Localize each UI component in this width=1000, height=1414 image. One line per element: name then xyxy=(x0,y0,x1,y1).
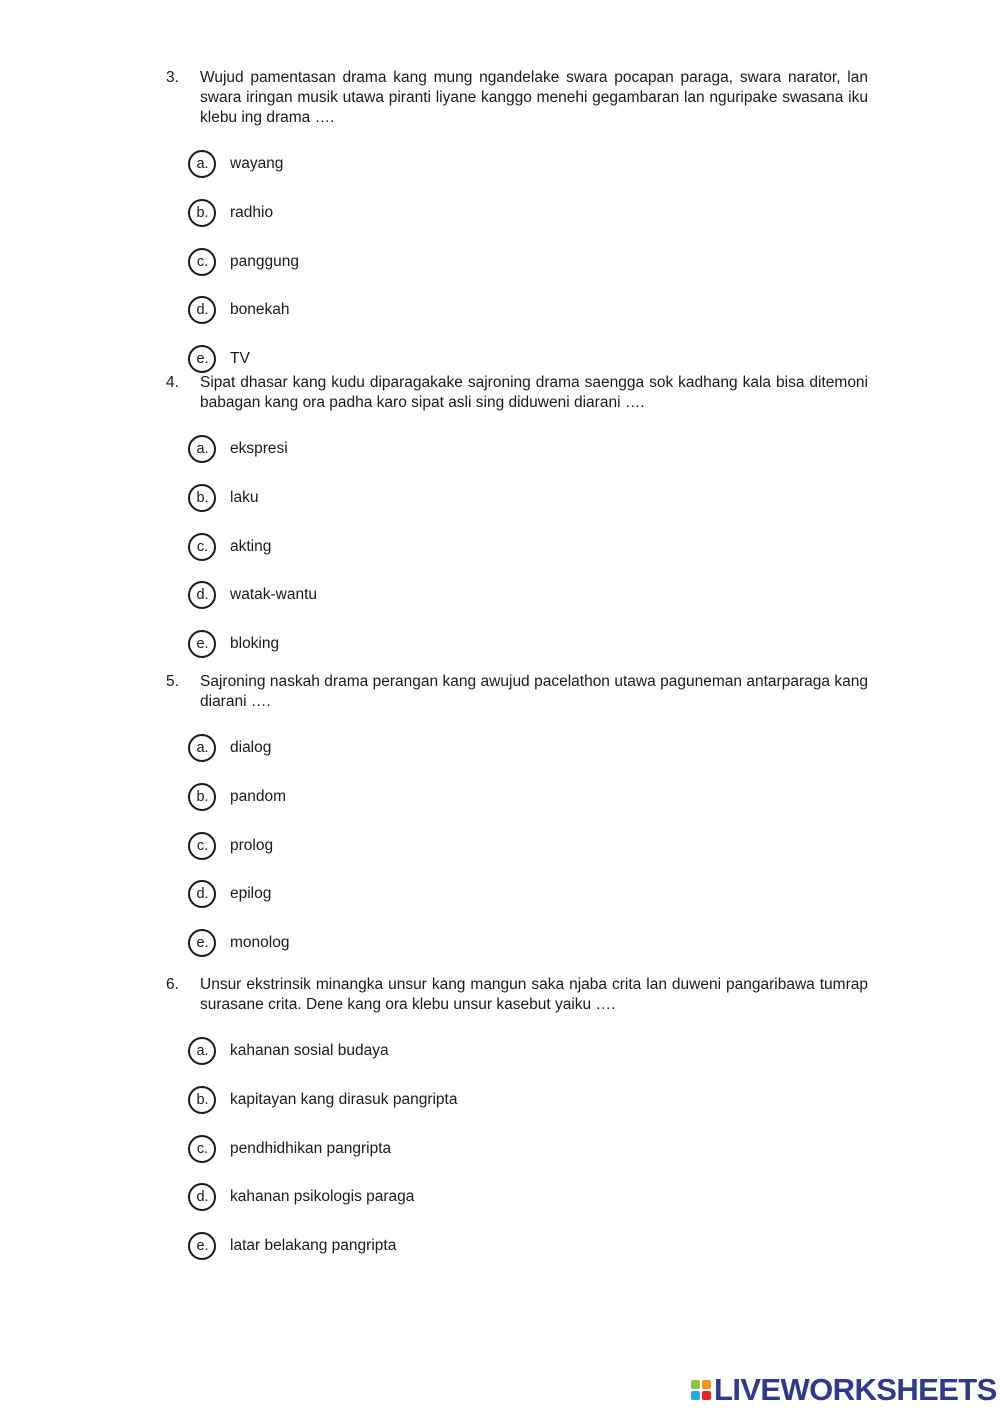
option-circle[interactable]: e. xyxy=(188,345,216,373)
option-circle[interactable]: d. xyxy=(188,1183,216,1211)
options-list xyxy=(188,140,868,383)
question-number: 3. xyxy=(166,69,179,86)
question-number: 5. xyxy=(166,673,179,690)
option-b[interactable] xyxy=(188,1076,868,1125)
liveworksheets-logo-icon xyxy=(691,1380,711,1400)
option-label: wayang xyxy=(230,155,284,173)
option-d[interactable] xyxy=(188,286,868,335)
option-label: panggung xyxy=(230,252,299,270)
question-6 xyxy=(166,975,868,1270)
option-circle[interactable]: d. xyxy=(188,880,216,908)
options-list xyxy=(188,1027,868,1270)
option-circle[interactable]: a. xyxy=(188,1037,216,1065)
option-d[interactable] xyxy=(188,571,868,620)
option-circle[interactable]: b. xyxy=(188,484,216,512)
question-text: Sipat dhasar kang kudu diparagakake sajroning drama saengga sok kadhang kala bisa ditemoni babagan kang ora padha karo sipat asli sing diduweni diarani …. xyxy=(200,374,868,411)
option-d[interactable] xyxy=(188,870,868,919)
option-circle[interactable]: d. xyxy=(188,581,216,609)
question-text: Unsur ekstrinsik minangka unsur kang mangun saka njaba crita lan duweni pangaribawa tumrap surasane crita. Dene kang ora klebu unsur kasebut yaiku …. xyxy=(200,976,868,1013)
options-list xyxy=(188,425,868,668)
option-label: ekspresi xyxy=(230,440,288,458)
question-number: 4. xyxy=(166,374,179,391)
option-circle[interactable]: a. xyxy=(188,150,216,178)
option-label: radhio xyxy=(230,204,274,222)
option-label: pandom xyxy=(230,788,287,806)
option-label: kahanan sosial budaya xyxy=(230,1042,389,1060)
option-circle[interactable]: e. xyxy=(188,1232,216,1260)
option-e[interactable] xyxy=(188,1222,868,1271)
option-circle[interactable]: b. xyxy=(188,1086,216,1114)
option-b[interactable] xyxy=(188,474,868,523)
question-5 xyxy=(166,672,868,967)
option-circle[interactable]: a. xyxy=(188,435,216,463)
option-circle[interactable]: c. xyxy=(188,832,216,860)
option-circle[interactable]: b. xyxy=(188,783,216,811)
option-label: kapitayan kang dirasuk pangripta xyxy=(230,1091,458,1109)
option-label: watak-wantu xyxy=(230,586,318,604)
question-text: Sajroning naskah drama perangan kang awujud pacelathon utawa paguneman antarparaga kang diarani …. xyxy=(200,673,868,710)
option-c[interactable] xyxy=(188,1124,868,1173)
question-3 xyxy=(166,68,868,383)
option-label: latar belakang pangripta xyxy=(230,1237,397,1255)
option-circle[interactable]: d. xyxy=(188,296,216,324)
logo-text: LIVEWORKSHEETS xyxy=(714,1372,997,1407)
option-b[interactable] xyxy=(188,773,868,822)
option-a[interactable] xyxy=(188,425,868,474)
option-c[interactable] xyxy=(188,821,868,870)
option-a[interactable] xyxy=(188,724,868,773)
option-label: epilog xyxy=(230,885,272,903)
question-number: 6. xyxy=(166,976,179,993)
option-label: bonekah xyxy=(230,301,290,319)
option-d[interactable] xyxy=(188,1173,868,1222)
option-c[interactable] xyxy=(188,237,868,286)
question-4 xyxy=(166,373,868,668)
logo-tile xyxy=(702,1391,711,1400)
option-e[interactable] xyxy=(188,919,868,968)
options-list xyxy=(188,724,868,967)
option-circle[interactable]: e. xyxy=(188,929,216,957)
liveworksheets-logo[interactable] xyxy=(691,1373,997,1407)
question-text: Wujud pamentasan drama kang mung ngandelake swara pocapan paraga, swara narator, lan swara iringan musik utawa piranti liyane kanggo menehi gegambaran lan nguripake swasana iku klebu ing drama …. xyxy=(200,69,868,126)
option-e[interactable] xyxy=(188,620,868,669)
option-circle[interactable]: c. xyxy=(188,248,216,276)
option-label: monolog xyxy=(230,934,290,952)
option-circle[interactable]: b. xyxy=(188,199,216,227)
option-a[interactable] xyxy=(188,1027,868,1076)
option-circle[interactable]: a. xyxy=(188,734,216,762)
option-label: bloking xyxy=(230,635,280,653)
option-label: pendhidhikan pangripta xyxy=(230,1139,392,1157)
option-label: laku xyxy=(230,489,259,507)
option-b[interactable] xyxy=(188,189,868,238)
logo-tile xyxy=(691,1380,700,1389)
option-circle[interactable]: c. xyxy=(188,1135,216,1163)
option-circle[interactable]: c. xyxy=(188,533,216,561)
option-a[interactable] xyxy=(188,140,868,189)
logo-tile xyxy=(691,1391,700,1400)
logo-tile xyxy=(702,1380,711,1389)
option-label: kahanan psikologis paraga xyxy=(230,1188,415,1206)
option-label: TV xyxy=(230,350,250,368)
option-circle[interactable]: e. xyxy=(188,630,216,658)
option-label: akting xyxy=(230,537,272,555)
option-label: prolog xyxy=(230,836,274,854)
option-c[interactable] xyxy=(188,522,868,571)
option-label: dialog xyxy=(230,739,272,757)
